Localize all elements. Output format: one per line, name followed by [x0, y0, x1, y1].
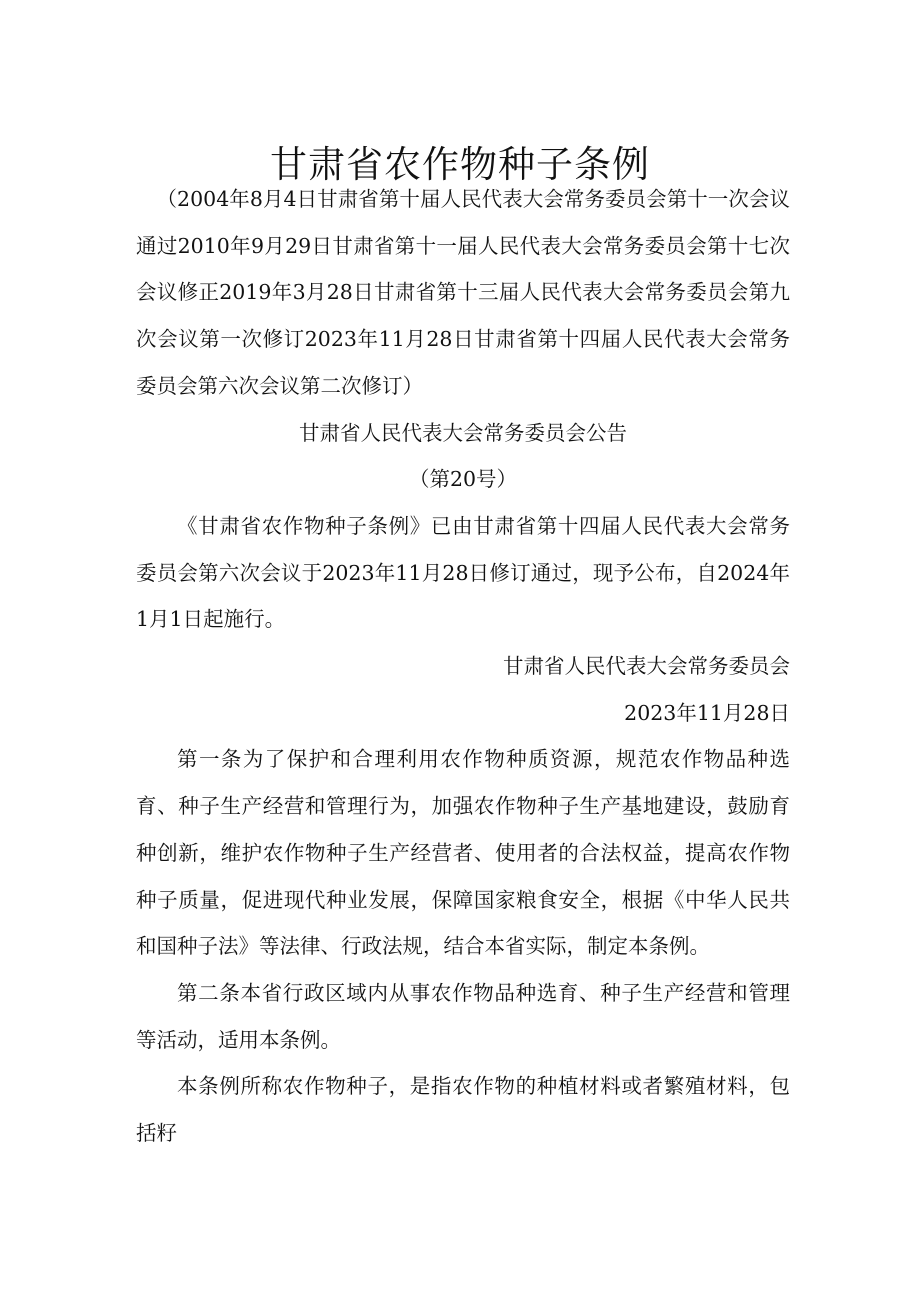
article-paragraph: 本条例所称农作物种子，是指农作物的种植材料或者繁殖材料，包括籽: [136, 1074, 790, 1146]
announcement-body: 《甘肃省农作物种子条例》已由甘肃省第十四届人民代表大会常务委员会第六次会议于2023年11月28日修订通过，现予公布，自2024年1月1日起施行。: [136, 513, 790, 632]
announcement-date: 2023年11月28日: [624, 700, 790, 725]
document-body: [136, 176, 790, 1157]
article-paragraph: 第二条本省行政区域内从事农作物品种选育、种子生产经营和管理等活动，适用本条例。: [136, 980, 790, 1052]
announcement-number: （第20号）: [408, 467, 518, 492]
revision-history-note: （2004年8月4日甘肃省第十届人民代表大会常务委员会第十一次会议通过2010年9月29日甘肃省第十一届人民代表大会常务委员会第十七次会议修正2019年3月28日甘肃省第十三届人民代表大会常务委员会第九次会议第一次修订2023年11月28日甘肃省第十四届人民代表大会常务委员会第六次会议第二次修订）: [136, 187, 790, 398]
document-title: 甘肃省农作物种子条例: [270, 142, 650, 186]
article-paragraph: 第一条为了保护和合理利用农作物种质资源，规范农作物品种选育、种子生产经营和管理行为，加强农作物种子生产基地建设，鼓励育种创新，维护农作物种子生产经营者、使用者的合法权益，提高农作物种子质量，促进现代种业发展，保障国家粮食安全，根据《中华人民共和国种子法》等法律、行政法规，结合本省实际，制定本条例。: [136, 747, 790, 959]
announcement-issuer: 甘肃省人民代表大会常务委员会: [503, 654, 790, 679]
announcement-heading: 甘肃省人民代表大会常务委员会公告: [299, 420, 627, 445]
